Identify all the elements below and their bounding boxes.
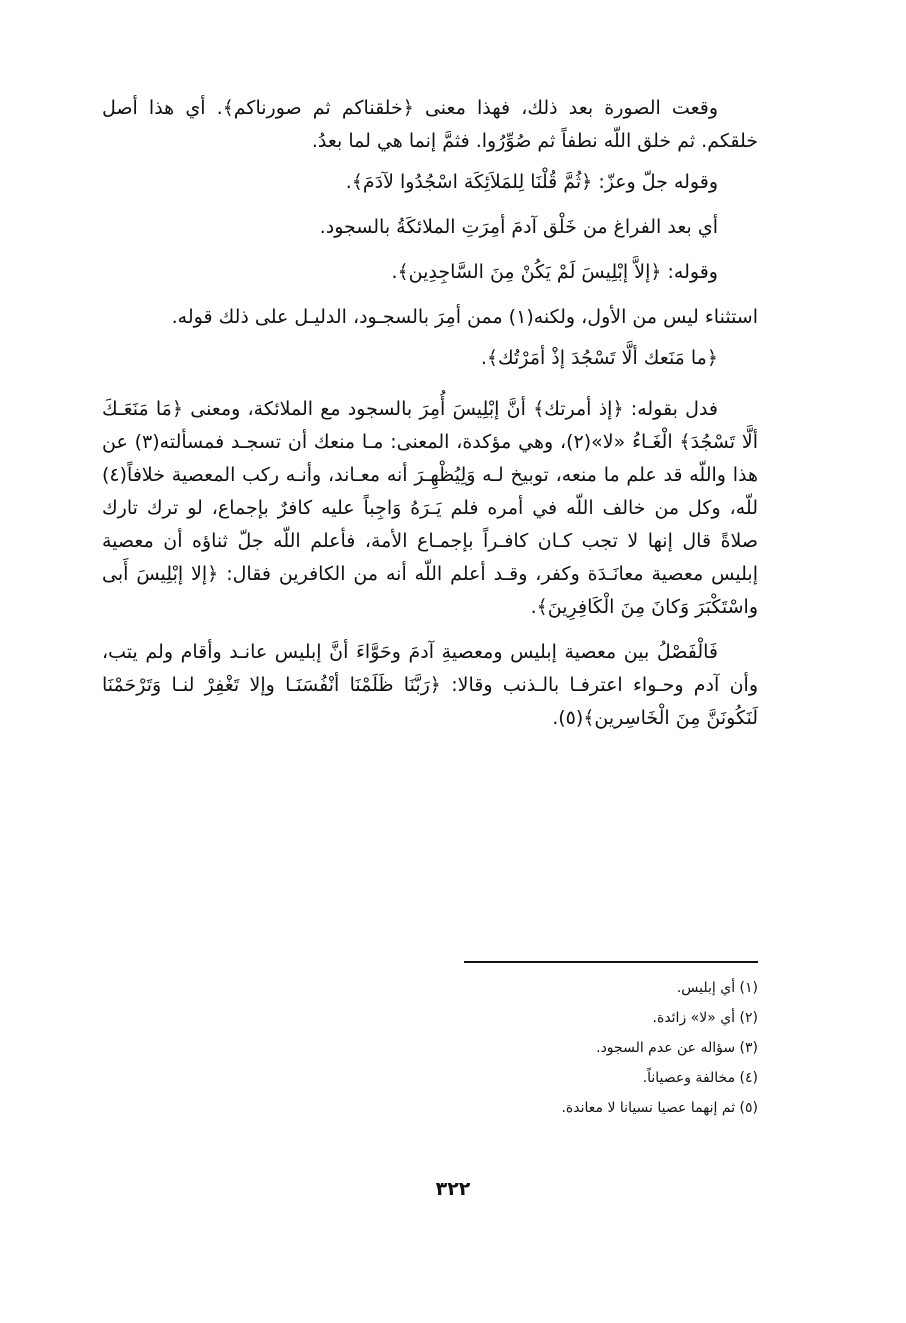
paragraph-1: وقعت الصورة بعد ذلك، فهذا معنى ﴿خلقناكم ثم صورناكم﴾. أي هذا أصل خلقكم. ثم خلق اللّه نطفاً ثم صُوِّرُوا. فثمَّ إنما هي لما بعدُ. bbox=[102, 97, 758, 152]
paragraph-7: فدل بقوله: ﴿إذ أمرتك﴾ أنَّ إبْلِيسَ أُمِرَ بالسجود مع الملائكة، ومعنى ﴿مَا مَنَعَـكَ ألَّا تَسْجُدَ﴾ الْغَـاءُ «لا»(٢)، وهي مؤكدة، المعنى: مـا منعك أن تسجـد فمسألته(٣) عن هذا واللّه قد علم ما منعه، توبيخ لـه وَلِيُظْهِـرَ أنه معـاند، وأنـه ركب المعصية خلافاً(٤) للّه، وكل من خالف اللّه في أمره فلم يَـرَهُ وَاجِباً عليه كافرٌ بإجماع، لو ترك تارك صلاةً قال إنها لا تجب كـان كافـراً بإجمـاع الأمة، فأعلم اللّه جلّ ثناؤه أن معصية إبليس معصية معانَـدَة وكفر، وقـد أعلم اللّه أنه من الكافرين فقال: ﴿إلا إبْلِيسَ أَبى واسْتَكْبَرَ وَكانَ مِنَ الْكَافِرِينَ﴾. bbox=[102, 398, 758, 618]
paragraph-4: وقوله: ﴿إلاَّ إبْلِيسَ لَمْ يَكُنْ مِنَ السَّاجِدِين﴾. bbox=[391, 261, 718, 283]
footnotes bbox=[338, 973, 758, 1123]
paragraph-2: وقوله جلّ وعزّ: ﴿ثُمَّ قُلْنَا لِلمَلاَئِكَة اسْجُدُوا لآدَمَ﴾. bbox=[345, 171, 718, 193]
footnote-separator bbox=[464, 961, 758, 963]
paragraph-6: ﴿ما مَنَعك ألَّا تَسْجُدَ إذْ أمَرْتُك﴾. bbox=[480, 347, 718, 369]
paragraph-8: فَالْفَصْلُ بين معصية إبليس ومعصيةِ آدمَ وحَوَّاءَ أنَّ إبليس عانـد وأقام ولم يتب، وأن آدم وحـواء اعترفـا بالـذنب وقالا: ﴿رَبَّنَا ظَلَمْنَا أنْفُسَنَـا وإلا تَغْفِرْ لنـا وَتَرْحَمْنَا لَنَكُونَنَّ مِنَ الْخَاسِرين﴾(٥). bbox=[102, 641, 758, 729]
footnote-2: (٢) أي «لا» زائدة. bbox=[652, 1010, 758, 1026]
footnote-4: (٤) مخالفة وعصياناً. bbox=[642, 1070, 758, 1086]
page-number: ٣٢٢ bbox=[435, 1178, 471, 1200]
footnote-3: (٣) سؤاله عن عدم السجود. bbox=[596, 1040, 758, 1056]
main-text bbox=[102, 92, 758, 735]
footnote-5: (٥) ثم إنهما عصيا نسيانا لا معاندة. bbox=[561, 1100, 758, 1116]
paragraph-5: استثناء ليس من الأول، ولكنه(١) ممن أمِرَ بالسجـود، الدليـل على ذلك قوله. bbox=[171, 306, 758, 328]
paragraph-3: أي بعد الفراغ من خَلْق آدمَ أمِرَتِ الملائكَةُ بالسجود. bbox=[319, 216, 718, 238]
footnote-1: (١) أي إبليس. bbox=[676, 980, 758, 996]
